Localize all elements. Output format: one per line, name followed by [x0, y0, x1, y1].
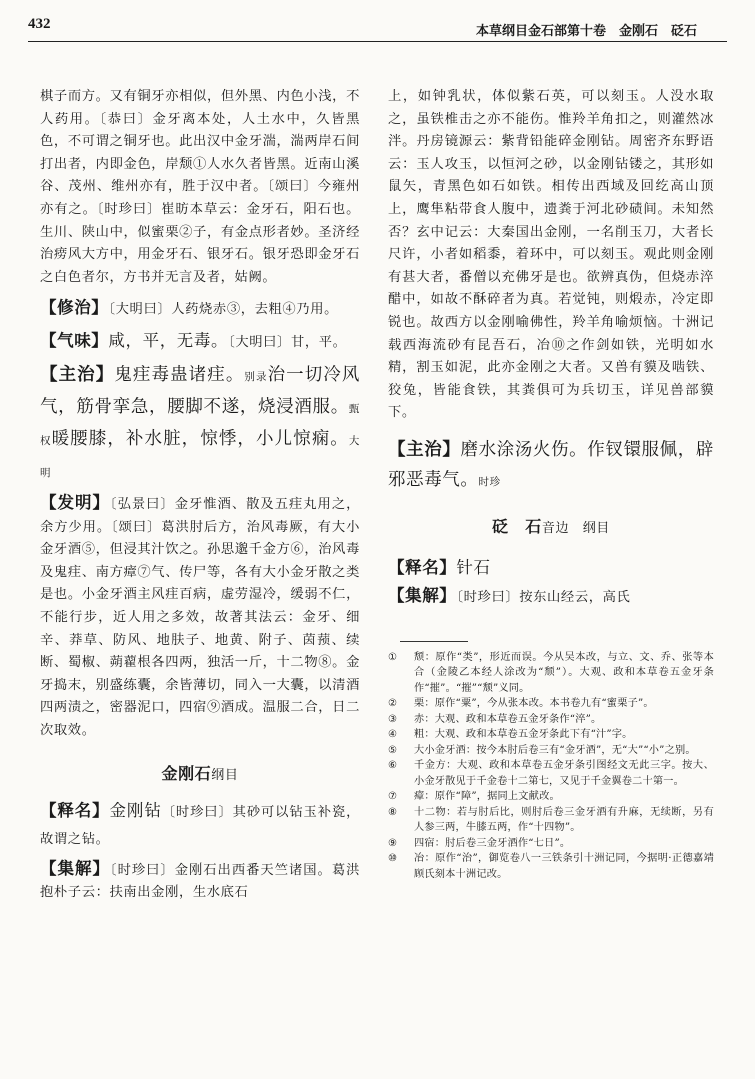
jijie-section [40, 858, 360, 905]
zhuzhi2-label: 【主治】 [388, 439, 461, 460]
footnote-text: 瘴：原作“障”，据同上文献改。 [414, 791, 560, 803]
footnote [388, 696, 714, 712]
shiming-note: 〔时珍曰〕其砂可以钻玉补瓷，故谓之钻。 [40, 805, 360, 848]
footnote-mark: ⑩ [388, 853, 398, 865]
bianshi-subtitle: 音边 纲目 [541, 520, 610, 536]
footnote [388, 758, 714, 789]
footnote-mark: ⑥ [388, 760, 398, 772]
footnote-text: 赤：大观、政和本草卷五金牙条作“淬”。 [414, 713, 602, 725]
zhuzhi-source-2: 甄权 [40, 402, 360, 447]
shiming2-section [388, 555, 714, 581]
bianshi-name: 砭 石 [492, 516, 542, 536]
shiming2-label: 【释名】 [388, 557, 457, 577]
jingangshi-subtitle: 纲目 [211, 768, 239, 784]
jijie-text: 〔时珍曰〕金刚石出西番天竺诸国。葛洪抱朴子云：扶南出金刚，生水底石 [40, 862, 360, 901]
zhuzhi2-source: 时珍 [478, 475, 501, 488]
xiuzhi-text: 〔大明曰〕人药烧赤③，去粗④乃用。 [108, 302, 339, 318]
page-header [28, 8, 727, 42]
footnote-mark: ① [388, 651, 398, 663]
footnote-mark: ④ [388, 729, 398, 741]
xiuzhi-label: 【修治】 [40, 298, 109, 318]
zhuzhi-text-3: 暖腰膝，补水脏，惊悸，小儿惊痫。 [51, 428, 349, 449]
footnote-text: 颓：原作“类”，形近而误。今从吴本改，与立、文、乔、张等本合（金陵乙本经人涂改为“颓”）。大观、政和本草卷五金牙条作“摧”。“摧”“颓”义同。 [414, 651, 714, 694]
right-continuation: 上，如钟乳状，体似紫石英，可以刻玉。人没水取之，虽铁椎击之亦不能伤。惟羚羊角扣之，则灌然冰泮。丹房镜源云：紫背铅能碎金刚钻。周密齐东野语云：玉人攻玉，以恒河之砂，以金刚钻镂之，其形如鼠矢，青黑色如石如铁。相传出西域及回纥高山顶上，鹰隼粘带食人腹中，遗粪于河北砂碛间。未知然否？玄中记云：大秦国出金刚，一名削玉刀，大者长尺许，小者如稻黍，着环中，可以刻玉。观此则金刚有甚大者，番僧以充佛牙是也。欲辨真伪，但烧赤淬醋中，如故不酥碎者为真。若觉钝，则煅赤，冷定即锐也。故西方以金刚喻佛性，羚羊角喻烦恼。十洲记载西海流砂有昆吾石，冶⑩之作剑如铁，光明如水精，割玉如泥，此亦金刚之大者。又兽有貘及啮铁、狡兔，皆能食铁，其粪俱可为兵切玉，详见兽部貘下。 [388, 89, 714, 421]
footnote-mark: ⑨ [388, 837, 398, 849]
right-column [388, 86, 714, 882]
footnote [388, 712, 714, 728]
shiming-section [40, 798, 360, 851]
footnote-mark: ⑤ [388, 744, 398, 756]
footnote-text: 栗：原作“粟”，今从张本改。本书卷九有“蜜栗子”。 [414, 698, 654, 710]
footnote-mark: ⑧ [388, 806, 398, 818]
zhuzhi2-section [388, 435, 714, 497]
zhuzhi2-text: 磨水涂汤火伤。作钗镮服佩，辟邪恶毒气。 [388, 439, 714, 490]
zhuzhi-source-1: 别录 [244, 370, 268, 383]
xiuzhi-section [40, 295, 360, 322]
footnote-mark: ③ [388, 713, 398, 725]
jijie2-text: 〔时珍曰〕按东山经云，高氏 [456, 589, 631, 605]
running-title: 本草纲目金石部第十卷 金刚石 砭石 [475, 24, 697, 39]
faming-label: 【发明】 [40, 492, 110, 512]
footnote [388, 650, 714, 697]
left-column [40, 86, 360, 905]
qiwei-label: 【气味】 [40, 330, 109, 350]
faming-text: 〔弘景曰〕金牙惟酒、散及五疰丸用之，余方少用。〔颂曰〕葛洪肘后方，治风毒厥，有大小金牙酒⑤，但浸其汁饮之。孙思邈千金方⑥，治风毒及鬼疰、南方瘴⑦气、传尸等，各有大小金牙散之类是也。小金牙酒主风疰百病，虚劳湿冷，缓弱不仁，不能行步，近人用之多效，故著其法云：金牙、细辛、莽草、防风、地肤子、地黄、附子、茵蓣、续断、蜀椒、蒴藋根各四两，独活一斤，十二物⑧。金牙捣末，别盛练囊，余皆薄切，同入一大囊，以清酒四两渍之，密器泥口，四宿⑨酒成。温服二合，日二次取效。 [40, 496, 360, 738]
footnote [388, 836, 714, 852]
zhuzhi-text-2: 治一切冷风气，筋骨挛急，腰脚不遂，烧浸酒服。 [40, 364, 361, 417]
footnotes [388, 650, 714, 883]
footnote [388, 789, 714, 805]
shiming2-text: 针石 [456, 557, 491, 577]
shiming-label: 【释名】 [40, 801, 110, 821]
footnote-text: 四宿：肘后卷三金牙酒作“七日”。 [414, 837, 571, 849]
footnote-rule [400, 641, 468, 642]
footnote-text: 十二物：若与肘后比，则肘后卷三金牙酒有升麻，无续断，另有人参三两，牛膝五两，作“十四物”。 [414, 806, 714, 834]
page-number: 432 [28, 16, 51, 32]
footnote-text: 大小金牙酒：按今本肘后卷三有“金牙酒”，无“大”“小”之别。 [414, 744, 696, 756]
header-rule [28, 41, 727, 42]
footnote [388, 727, 714, 743]
jijie2-label: 【集解】 [388, 585, 457, 605]
zhuzhi-section [40, 360, 360, 488]
footnote-mark: ⑦ [388, 791, 398, 803]
qiwei-section [40, 328, 360, 356]
bianshi-title [388, 515, 714, 541]
zhuzhi-text-1: 鬼疰毒蛊诸疰。 [114, 364, 245, 385]
qiwei-note: 〔大明曰〕甘，平。 [228, 334, 347, 350]
shiming-text: 金刚钻 [109, 801, 162, 821]
footnote-text: 冶：原作“治”，御览卷八一三铁条引十洲记同，今据明·正德嘉靖顾氏刻本十洲记改。 [414, 853, 714, 880]
footnote [388, 743, 714, 759]
footnote [388, 805, 714, 836]
jingangshi-name: 金刚石 [161, 764, 212, 784]
jingangshi-title [40, 762, 360, 788]
zhuzhi-label: 【主治】 [40, 364, 115, 385]
zhuzhi-source-3: 大明 [40, 434, 360, 479]
footnote-text: 千金方：大观、政和本草卷五金牙条引图经文无此三字。按大、小金牙散见于千金卷十二第七，又见于千金翼卷二十第一。 [414, 760, 714, 787]
jijie-label: 【集解】 [40, 858, 110, 878]
footnote [388, 851, 714, 882]
intro-paragraph: 棋子而方。又有铜牙亦相似，但外黑、内色小浅，不人药用。〔恭曰〕金牙离本处，人土水中，久皆黑色，不可谓之铜牙也。此出汉中金牙湍，湍两岸石间打出者，内即金色，岸颓①人水久者皆黑。近南山溪谷、茂州、维州亦有，胜于汉中者。〔颂曰〕今雍州亦有之。〔时珍曰〕崔昉本草云：金牙石，阳石也。生川、陕山中，似蜜栗②子，有金点形者妙。圣济经治痨风大方中，用金牙石、银牙石。银牙恐即金牙石之白色者尔，方书并无言及者，姑阙。 [40, 89, 360, 285]
faming-section [40, 492, 360, 743]
footnote-mark: ② [388, 698, 398, 710]
jijie2-section [388, 583, 714, 611]
qiwei-text: 咸，平，无毒。 [108, 330, 229, 350]
footnote-text: 粗：大观、政和本草卷五金牙条此下有“汁”字。 [414, 729, 633, 741]
